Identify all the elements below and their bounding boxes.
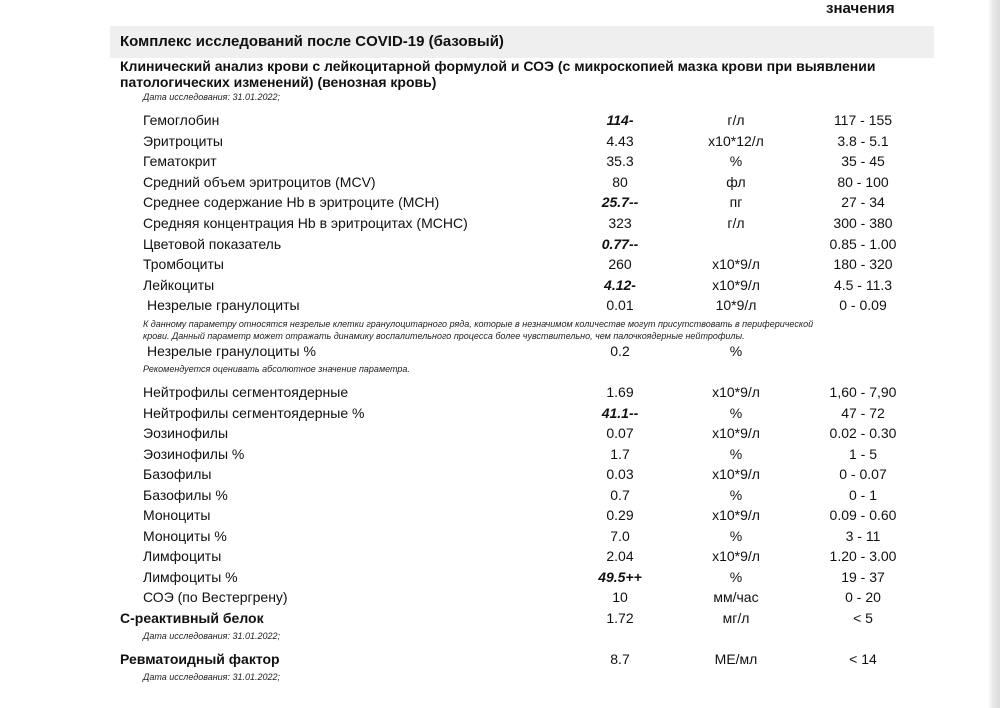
test-name: Цветовой показатель	[143, 236, 282, 252]
panel-date: Дата исследования: 31.01.2022;	[143, 92, 281, 102]
rf-value: 8.7	[610, 651, 630, 667]
test-value: 4.12-	[604, 277, 636, 293]
test-unit: x10*12/л	[708, 133, 764, 149]
column-header-fragment: значения	[826, 0, 895, 17]
test-unit: пг	[729, 194, 743, 210]
test-name: Нейтрофилы сегментоядерные %	[143, 405, 365, 421]
test-value: 35.3	[606, 153, 634, 169]
immature-granulocytes-pct-note: Рекомендуется оценивать абсолютное значение параметра.	[143, 364, 410, 374]
test-reference: 0.85 - 1.00	[829, 236, 897, 252]
test-name: Эритроциты	[143, 133, 223, 149]
test-unit: мм/час	[713, 589, 759, 605]
test-reference: 4.5 - 11.3	[833, 277, 893, 293]
table-row	[0, 297, 1000, 317]
test-name: Эозинофилы	[143, 425, 229, 441]
section-header	[110, 26, 934, 58]
test-reference: 0 - 20	[845, 589, 881, 605]
test-reference: 0 - 0.07	[839, 466, 887, 482]
test-name: Нейтрофилы сегментоядерные	[143, 384, 349, 400]
test-value: 10	[612, 589, 628, 605]
test-unit: 10*9/л	[715, 297, 757, 313]
test-unit: %	[729, 569, 743, 585]
test-unit: x10*9/л	[712, 466, 760, 482]
test-unit: г/л	[727, 112, 745, 128]
note-line: К данному параметру относятся незрелые клетки гранулоцитарного ряда, которые в незначимом количестве могут присутствовать в периферической	[143, 319, 814, 329]
section-title: Комплекс исследований после COVID-19 (базовый)	[120, 33, 504, 50]
table-row	[0, 528, 1000, 548]
test-value: 0.7	[610, 487, 630, 503]
test-name: Моноциты	[143, 507, 211, 523]
test-name: Базофилы	[143, 466, 212, 482]
test-name: Тромбоциты	[143, 256, 224, 272]
test-unit: %	[729, 343, 743, 359]
test-name: Незрелые гранулоциты %	[147, 343, 316, 359]
test-value: 260	[608, 256, 632, 272]
test-reference: 0.09 - 0.60	[829, 507, 897, 523]
test-value: 0.77--	[601, 236, 639, 252]
test-name: Гемоглобин	[143, 112, 220, 128]
test-name: Лейкоциты	[143, 277, 215, 293]
test-reference: 3 - 11	[845, 528, 881, 544]
test-reference: 80 - 100	[837, 174, 889, 190]
table-row	[0, 384, 1000, 404]
test-reference: 0 - 0.09	[839, 297, 887, 313]
table-row	[0, 133, 1000, 153]
test-value: 323	[608, 215, 632, 231]
test-name: СОЭ (по Вестергрену)	[143, 589, 288, 605]
table-row	[0, 174, 1000, 194]
table-row	[0, 548, 1000, 568]
test-unit: x10*9/л	[712, 507, 760, 523]
table-row	[0, 343, 1000, 363]
test-value: 114-	[606, 112, 634, 128]
test-value: 49.5++	[598, 569, 642, 585]
test-unit: x10*9/л	[712, 548, 760, 564]
rf-reference: < 14	[849, 651, 877, 667]
table-row	[0, 507, 1000, 527]
table-row	[0, 153, 1000, 173]
test-unit: x10*9/л	[712, 384, 760, 400]
test-name: Лимфоциты	[143, 548, 222, 564]
crp-value: 1.72	[606, 610, 634, 626]
table-row	[0, 194, 1000, 214]
crp-reference: < 5	[853, 610, 873, 626]
table-row	[0, 236, 1000, 256]
test-reference: 300 - 380	[833, 215, 893, 231]
crp-row	[0, 610, 1000, 630]
test-unit: %	[729, 153, 743, 169]
test-name: Эозинофилы %	[143, 446, 245, 462]
test-unit: г/л	[727, 215, 745, 231]
test-name: Гематокрит	[143, 153, 217, 169]
test-name: Незрелые гранулоциты	[147, 297, 300, 313]
test-reference: 1,60 - 7,90	[829, 384, 897, 400]
test-name: Лимфоциты %	[143, 569, 238, 585]
test-reference: 180 - 320	[833, 256, 893, 272]
test-reference: 1.20 - 3.00	[829, 548, 897, 564]
test-value: 1.7	[610, 446, 630, 462]
test-reference: 1 - 5	[848, 446, 877, 462]
rf-date: Дата исследования: 31.01.2022;	[143, 672, 281, 682]
test-reference: 19 - 37	[841, 569, 885, 585]
test-value: 0.2	[610, 343, 630, 359]
test-name: Средняя концентрация Hb в эритроцитах (MCHC)	[143, 215, 468, 231]
test-reference: 117 - 155	[833, 112, 893, 128]
test-reference: 0.02 - 0.30	[829, 425, 897, 441]
test-reference: 0 - 1	[848, 487, 877, 503]
test-name: Базофилы %	[143, 487, 228, 503]
test-reference: 3.8 - 5.1	[837, 133, 889, 149]
test-unit: x10*9/л	[712, 277, 760, 293]
test-reference: 27 - 34	[841, 194, 885, 210]
test-value: 0.29	[606, 507, 634, 523]
table-row	[0, 487, 1000, 507]
test-name: Среднее содержание Hb в эритроците (MCH)	[143, 194, 440, 210]
panel-title: Клинический анализ крови с лейкоцитарной формулой и СОЭ (с микроскопией мазка крови при выявлении патологических изменений) (венозная кровь)	[120, 58, 876, 90]
test-unit: %	[729, 487, 743, 503]
test-value: 80	[612, 174, 628, 190]
test-unit: x10*9/л	[712, 425, 760, 441]
test-unit: %	[729, 446, 743, 462]
table-row	[0, 112, 1000, 132]
table-row	[0, 466, 1000, 486]
immature-granulocytes-note	[143, 319, 813, 342]
test-unit: %	[729, 405, 743, 421]
crp-unit: мг/л	[722, 610, 750, 626]
test-name: Моноциты %	[143, 528, 227, 544]
test-unit: фл	[726, 174, 746, 190]
table-row	[0, 425, 1000, 445]
note-line: крови. Данный параметр может отражать динамику воспалительного процесса более чувствительно, чем палочкоядерные нейтрофилы.	[143, 330, 745, 341]
test-value: 0.07	[606, 425, 634, 441]
rf-name: Ревматоидный фактор	[120, 651, 280, 667]
rf-row	[0, 651, 1000, 671]
test-value: 7.0	[610, 528, 630, 544]
test-unit: %	[729, 528, 743, 544]
table-row	[0, 589, 1000, 609]
table-row	[0, 569, 1000, 589]
test-name: Средний объем эритроцитов (MCV)	[143, 174, 376, 190]
table-row	[0, 405, 1000, 425]
crp-date: Дата исследования: 31.01.2022;	[143, 631, 281, 641]
test-value: 25.7--	[601, 194, 639, 210]
test-reference: 47 - 72	[841, 405, 885, 421]
table-row	[0, 277, 1000, 297]
table-row	[0, 215, 1000, 235]
test-value: 0.01	[606, 297, 634, 313]
test-unit: x10*9/л	[712, 256, 760, 272]
test-value: 0.03	[606, 466, 634, 482]
test-value: 4.43	[606, 133, 634, 149]
test-value: 2.04	[606, 548, 634, 564]
table-row	[0, 256, 1000, 276]
test-value: 1.69	[606, 384, 634, 400]
test-value: 41.1--	[601, 405, 639, 421]
crp-name: С-реактивный белок	[120, 610, 264, 626]
rf-unit: МЕ/мл	[714, 651, 758, 667]
test-reference: 35 - 45	[841, 153, 885, 169]
table-row	[0, 446, 1000, 466]
